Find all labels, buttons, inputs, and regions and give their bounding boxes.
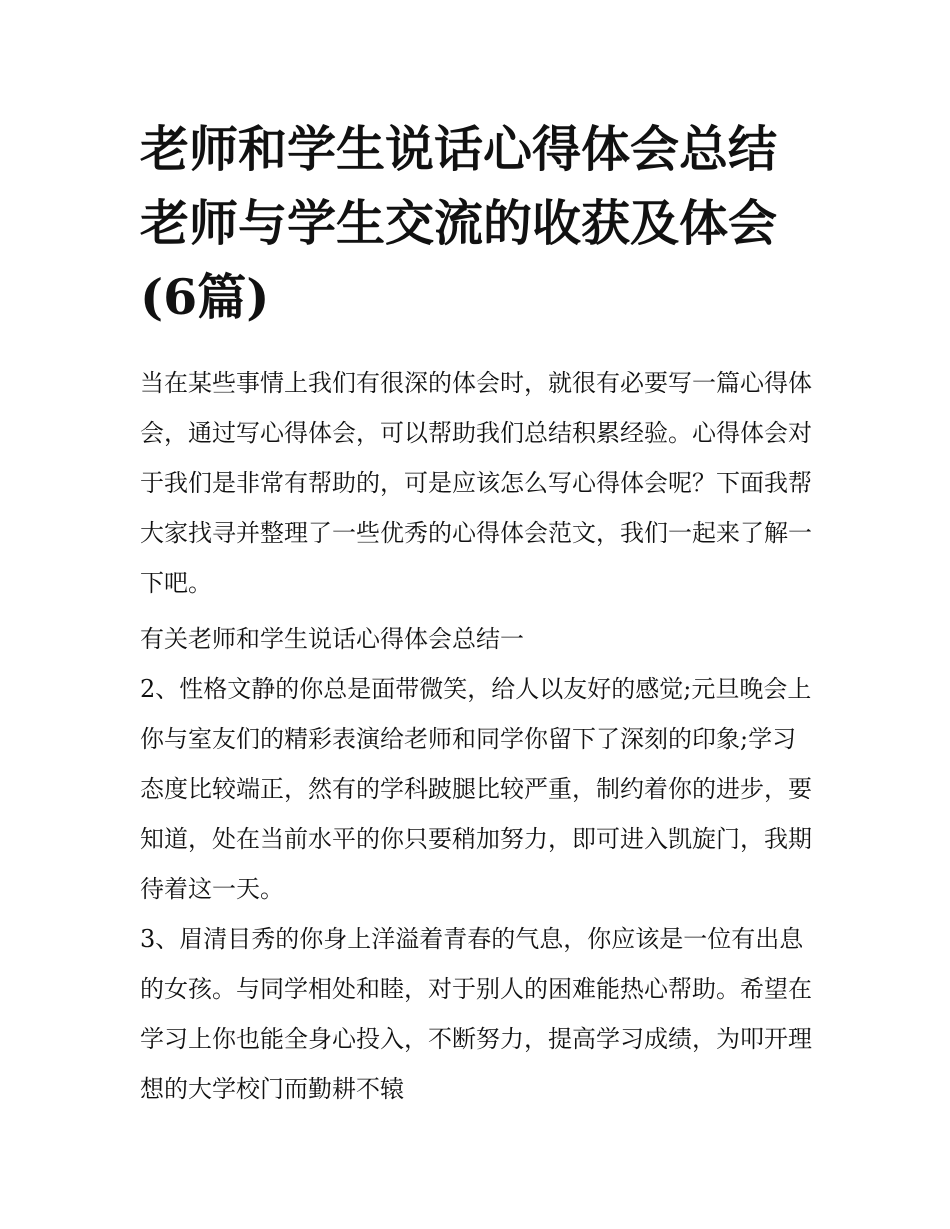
title-line-3: (6篇) [140, 268, 270, 326]
intro-paragraph: 当在某些事情上我们有很深的体会时，就很有必要写一篇心得体会，通过写心得体会，可以帮助我们总结积累经验。心得体会对于我们是非常有帮助的，可是应该怎么写心得体会呢？下面我帮大家找寻并整理了一些优秀的心得体会范文，我们一起来了解一下吧。 [140, 369, 812, 597]
section-heading: 有关老师和学生说话心得体会总结一 [140, 625, 524, 653]
document-page [140, 112, 820, 1114]
title-line-2: 老师与学生交流的收获及体会 [140, 194, 778, 252]
paragraph-3: 3、眉清目秀的你身上洋溢着青春的气息，你应该是一位有出息的女孩。与同学相处和睦，对于别人的困难能热心帮助。希望在学习上你也能全身心投入，不断努力，提高学习成绩，为叩开理想的大学校门而勤耕不辕 [140, 925, 812, 1103]
paragraph-2: 2、性格文静的你总是面带微笑，给人以友好的感觉;元旦晚会上你与室友们的精彩表演给老师和同学你留下了深刻的印象;学习态度比较端正，然有的学科跛腿比较严重，制约着你的进步，要知道，处在当前水平的你只要稍加努力，即可进入凯旋门，我期待着这一天。 [140, 675, 812, 903]
title-line-1: 老师和学生说话心得体会总结 [140, 120, 778, 178]
document-title [140, 112, 820, 334]
document-body [140, 358, 820, 1114]
